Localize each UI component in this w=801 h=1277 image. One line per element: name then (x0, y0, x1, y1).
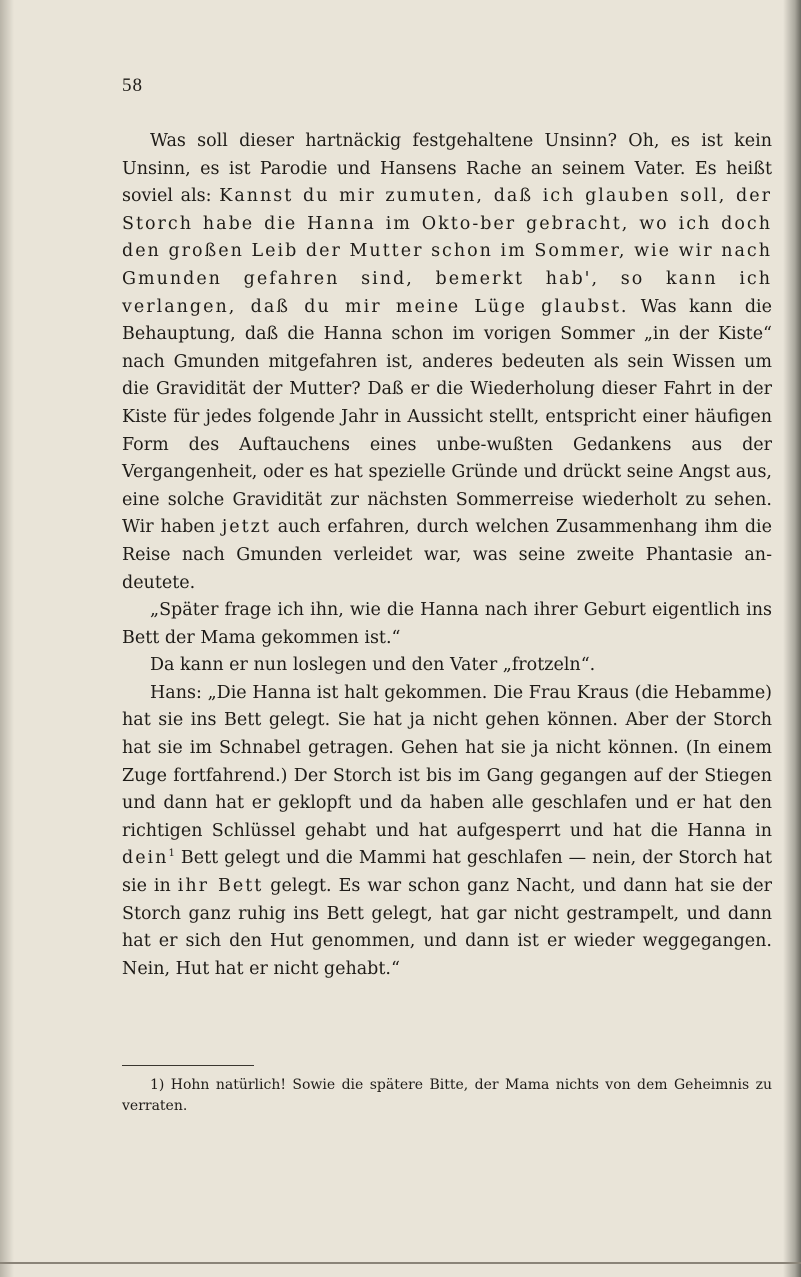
paragraph-4-emphasis-ihr-bett: ihr Bett (177, 876, 264, 897)
paragraph-1-emphasis-jetzt: jetzt (221, 517, 271, 538)
paragraph-4-part-f: gelegt. Es war schon ganz Nacht, und dann hat sie der Storch ganz ruhig ins Bett gelegt, hat gar nicht gestrampelt, und dann hat er sich den Hut genommen, und dann ist er wieder weggegangen. Nein, Hut hat er nicht gehabt.“ (122, 876, 772, 979)
paragraph-1-emphasis: Kannst du mir zumuten, daß ich glauben soll, der Storch habe die Hanna im Okto-ber gebracht, wo ich doch den großen Leib der Mutter schon im Sommer, wie wir nach Gmunden gefahren sind, bemerkt hab', so kann ich verlangen, daß du mir meine Lüge glaubst. (122, 186, 772, 317)
paragraph-3: Da kann er nun loslegen und den Vater „frotzeln“. (150, 655, 596, 676)
paragraph-4-emphasis-dein: dein (122, 848, 169, 869)
footnote-text (122, 1075, 772, 1117)
footnote-divider (122, 1065, 254, 1066)
paragraph-1 (122, 128, 772, 597)
paragraph-4-part-a: Hans: „Die Hanna ist halt gekommen. Die Frau Kraus (die Hebamme) hat sie ins Bett gelegt. Sie hat ja nicht gehen können. Aber der Storch hat sie im Schnabel getragen. Gehen hat sie ja nicht können. (In einem Zuge fortfahrend.) Der Storch ist bis im Gang gegangen auf der Stiegen und dann hat er geklopft und da haben alle geschlafen und er hat den richtigen Schlüssel gehabt und hat aufgesperrt und hat die Hanna in (122, 682, 772, 841)
paragraph-1-part-e: auch erfahren, durch welchen Zusammenhang ihm die Reise nach Gmunden verleidet war, was seine zweite Phantasie an-deutete. (122, 517, 772, 593)
footnote-marker: 1) (150, 1077, 165, 1093)
paragraph-4-part-d: Bett gelegt und die Mammi hat geschlafen — nein, der Storch hat sie in (122, 848, 772, 897)
paragraph-2: „Später frage ich ihn, wie die Hanna nach ihrer Geburt eigentlich ins Bett der Mama gekommen ist.“ (122, 600, 772, 648)
footnote (122, 1075, 772, 1117)
footnote-reference: 1 (168, 848, 175, 860)
paragraph-1-part-c: Was kann die Behauptung, daß die Hanna schon im vorigen Sommer „in der Kiste“ nach Gmunden mitgefahren ist, anderes bedeuten als sein Wissen um die Gravidität der Mutter? Daß er die Wiederholung dieser Fahrt in der Kiste für jedes folgende Jahr in Aussicht stellt, entspricht einer häufigen Form des Auftauchens eines unbe-wußten Gedankens aus der Vergangenheit, oder es hat spezielle Gründe und drückt seine Angst aus, eine solche Gravidität zur nächsten Sommerreise wiederholt zu sehen. Wir haben (122, 296, 772, 538)
footnote-body: Hohn natürlich! Sowie die spätere Bitte, der Mama nichts von dem Geheimnis zu verraten. (122, 1077, 772, 1114)
paragraph-1-part-a: Was soll dieser hartnäckig festgehaltene Unsinn? Oh, es ist kein Unsinn, es ist Parodie und Hansens Rache an seinem Vater. Es heißt soviel als: (122, 131, 772, 207)
body-text (122, 128, 772, 983)
page-number: 58 (122, 75, 143, 96)
page-edge-left (0, 0, 14, 1277)
page-bottom-edge (0, 1262, 801, 1264)
page-edge-right (783, 0, 801, 1277)
paragraph-4 (122, 680, 772, 984)
